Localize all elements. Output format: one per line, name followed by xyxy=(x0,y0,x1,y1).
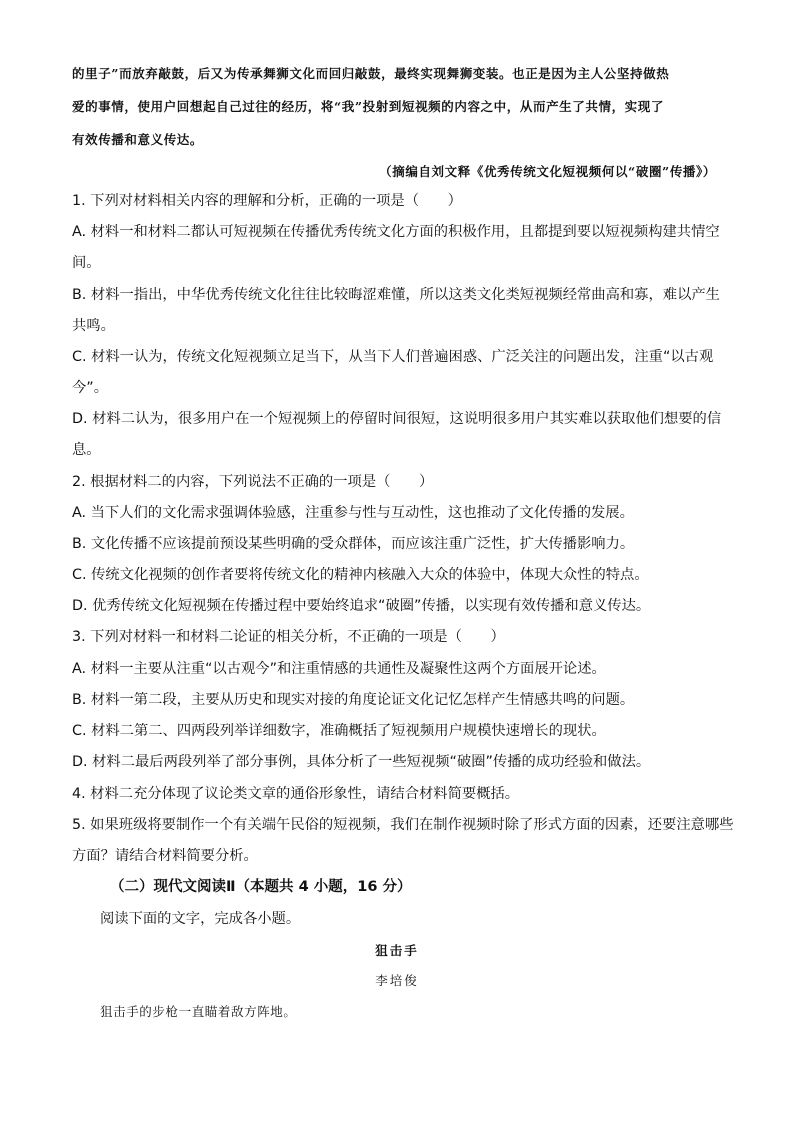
question-1-option-d: D. 材料二认为，很多用户在一个短视频上的停留时间很短，这说明很多用户其实难以获取他们想要的信 xyxy=(72,411,722,427)
question-1-option-c-cont: 今”。 xyxy=(72,380,109,396)
material-tail-line-1: 的里子”而放弃敲鼓，后又为传承舞狮文化而回归敲鼓，最终实现舞狮变装。也正是因为主人公坚持做热 xyxy=(72,66,670,81)
section-heading: （二）现代文阅读Ⅱ（本题共 4 小题，16 分） xyxy=(110,879,412,895)
material-tail-line-2: 爱的事情，使用户回想起自己过往的经历，将“我”投射到短视频的内容之中，从而产生了共情，实现了 xyxy=(72,99,664,114)
question-4-stem: 4. 材料二充分体现了议论类文章的通俗形象性，请结合材料简要概括。 xyxy=(72,786,520,802)
question-1-option-a: A. 材料一和材料二都认可短视频在传播优秀传统文化方面的积极作用，且都提到要以短视频构建共情空 xyxy=(72,224,720,240)
question-1-option-b-cont: 共鸣。 xyxy=(72,318,115,334)
question-1-option-b: B. 材料一指出，中华优秀传统文化往往比较晦涩难懂，所以这类文化类短视频经常曲高和寡，难以产生 xyxy=(72,287,720,303)
question-1-option-d-cont: 息。 xyxy=(72,442,101,458)
question-5-stem-cont: 方面？请结合材料简要分析。 xyxy=(72,848,258,864)
question-2-option-c: C. 传统文化视频的创作者要将传统文化的精神内核融入大众的体验中，体现大众性的特点。 xyxy=(72,567,649,583)
question-3-option-b: B. 材料一第二段，主要从历史和现实对接的角度论证文化记忆怎样产生情感共鸣的问题。 xyxy=(72,692,635,708)
question-1-option-c: C. 材料一认为，传统文化短视频立足当下，从当下人们普遍困惑、广泛关注的问题出发，注重“以古观 xyxy=(72,349,714,365)
story-first-line: 狙击手的步枪一直瞄着敌方阵地。 xyxy=(100,1004,297,1019)
material-source: （摘编自刘文释《优秀传统文化短视频何以“破圈”传播》） xyxy=(379,164,716,179)
reading-instruction: 阅读下面的文字，完成各小题。 xyxy=(100,911,301,927)
question-1-stem: 1. 下列对材料相关内容的理解和分析，正确的一项是（ ） xyxy=(72,193,462,209)
question-1-option-a-cont: 间。 xyxy=(72,255,101,271)
question-3-option-c: C. 材料二第二、四两段列举详细数字，准确概括了短视频用户规模快速增长的现状。 xyxy=(72,723,606,739)
question-3-option-d: D. 材料二最后两段列举了部分事例，具体分析了一些短视频“破圈”传播的成功经验和做法。 xyxy=(72,754,651,770)
story-author: 李培俊 xyxy=(375,973,419,988)
question-3-stem: 3. 下列对材料一和材料二论证的相关分析，不正确的一项是（ ） xyxy=(72,629,505,645)
question-3-option-a: A. 材料一主要从注重“以古观今”和注重情感的共通性及凝聚性这两个方面展开论述。 xyxy=(72,661,606,677)
material-tail-line-3: 有效传播和意义传达。 xyxy=(72,132,204,147)
story-title: 狙击手 xyxy=(375,943,419,958)
question-5-stem: 5. 如果班级将要制作一个有关端午民俗的短视频，我们在制作视频时除了形式方面的因素，还要注意哪些 xyxy=(72,817,734,833)
question-2-option-a: A. 当下人们的文化需求强调体验感，注重参与性与互动性，这也推动了文化传播的发展。 xyxy=(72,505,634,521)
question-2-option-b: B. 文化传播不应该提前预设某些明确的受众群体，而应该注重广泛性，扩大传播影响力。 xyxy=(72,536,635,552)
question-2-option-d: D. 优秀传统文化短视频在传播过程中要始终追求“破圈”传播，以实现有效传播和意义传达。 xyxy=(72,598,651,614)
question-2-stem: 2. 根据材料二的内容，下列说法不正确的一项是（ ） xyxy=(72,474,434,490)
